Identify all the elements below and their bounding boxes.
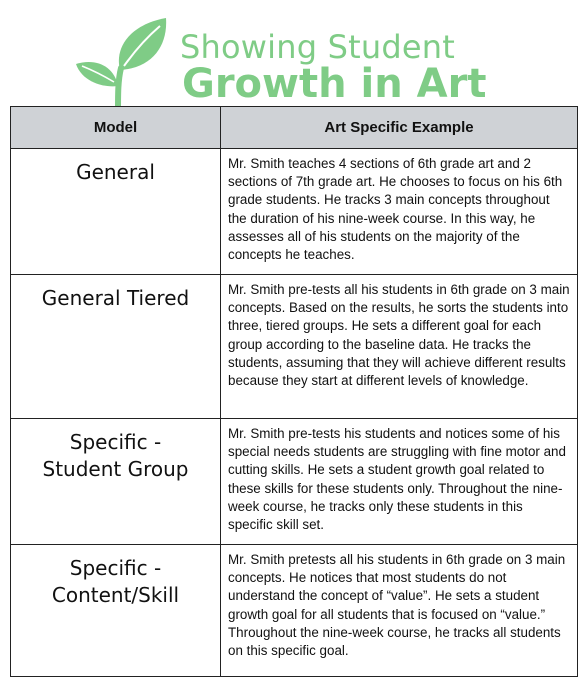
table-header-row bbox=[11, 107, 578, 149]
model-name-cell bbox=[11, 275, 221, 419]
table-row bbox=[11, 545, 578, 677]
model-name-cell bbox=[11, 419, 221, 545]
table-row bbox=[11, 419, 578, 545]
example-cell: Mr. Smith pretests all his students in 6th grade on 3 main concepts. He notices that most students do not understand the concept of “value”. He sets a student growth goal for all students that is focused on “value.” Throughout the nine-week course, he tracks all students on this specific goal. bbox=[221, 545, 578, 677]
page-header bbox=[0, 0, 588, 108]
model-name-cell bbox=[11, 149, 221, 275]
model-name-line-2: Student Group bbox=[42, 457, 189, 481]
table-row bbox=[11, 149, 578, 275]
model-name-line-1: Specific - bbox=[69, 430, 162, 454]
sprout-leaf-icon bbox=[74, 16, 170, 110]
model-name-line-2: Content/Skill bbox=[51, 583, 180, 607]
title-line-2: Growth in Art bbox=[182, 61, 487, 107]
model-name-line-1: Specific - bbox=[69, 556, 162, 580]
model-name: General bbox=[76, 160, 155, 184]
example-cell: Mr. Smith pre-tests his students and notices some of his special needs students are struggling with fine motor and cutting skills. He sets a student growth goal related to these skills for these students only. Throughout the nine-week course, he tracks only these students in this specific skill set. bbox=[221, 419, 578, 545]
model-name: General Tiered bbox=[41, 286, 190, 310]
column-header-example: Art Specific Example bbox=[221, 107, 578, 149]
table-row bbox=[11, 275, 578, 419]
title-line-1: Showing Student bbox=[180, 28, 455, 66]
example-cell: Mr. Smith teaches 4 sections of 6th grade art and 2 sections of 7th grade art. He chooses to focus on his 6th grade students. He tracks 3 main concepts throughout the duration of his nine-week course. In this way, he assesses all of his students on the majority of the concepts he teaches. bbox=[221, 149, 578, 275]
model-name-cell bbox=[11, 545, 221, 677]
example-cell: Mr. Smith pre-tests all his students in 6th grade on 3 main concepts. Based on the results, he sorts the students into three, tiered groups. He sets a different goal for each group according to the baseline data. He tracks the students, assuming that they will achieve different results because they start at different levels of knowledge. bbox=[221, 275, 578, 419]
column-header-model: Model bbox=[11, 107, 221, 149]
models-table bbox=[10, 106, 578, 677]
